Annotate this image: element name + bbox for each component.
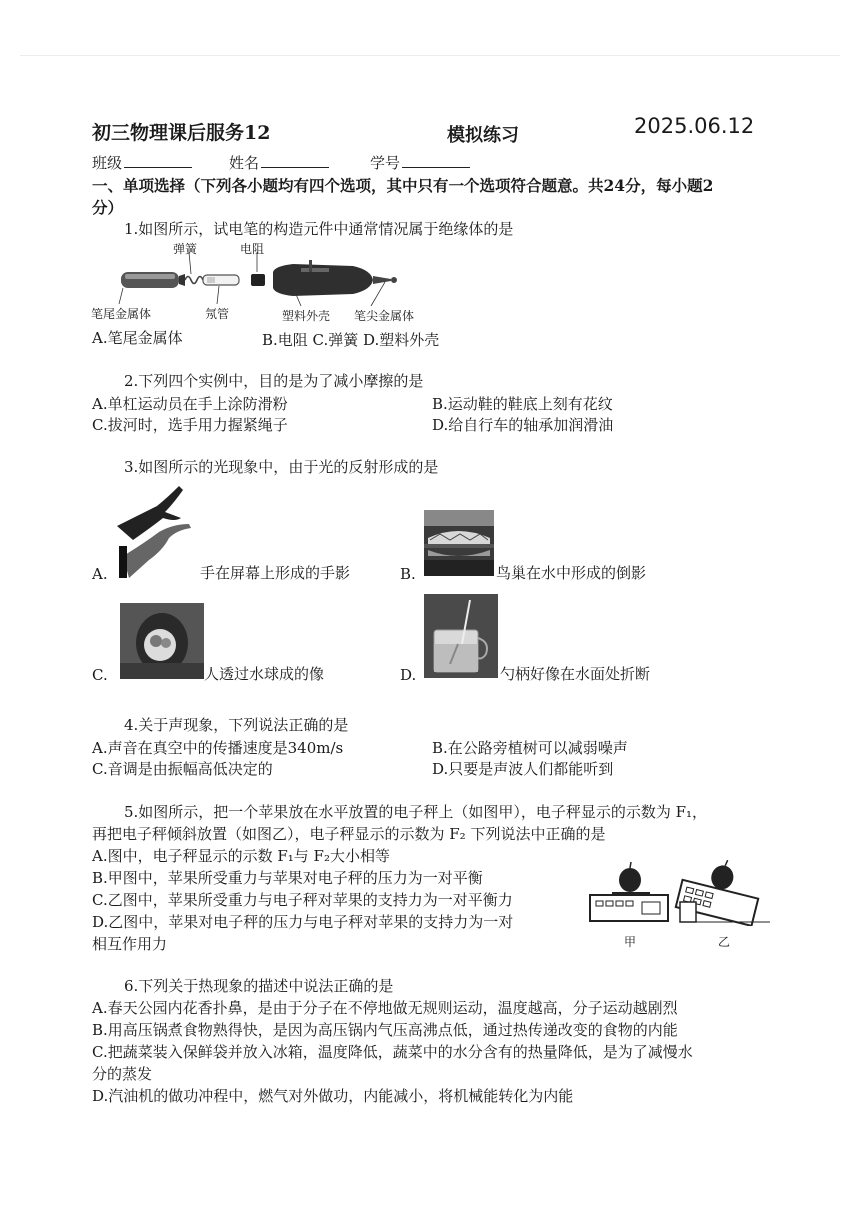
apple-scale-diagram (584, 850, 774, 926)
water-ball-image (120, 603, 204, 679)
sheet-title: 初三物理课后服务12 (92, 122, 271, 144)
q2-option-d[interactable]: D.给自行车的轴承加润滑油 (432, 416, 614, 434)
q3-option-b-text[interactable]: 鸟巢在水中形成的倒影 (496, 564, 647, 582)
q4-stem: 4.关于声现象，下列说法正确的是 (124, 716, 349, 734)
name-field[interactable] (229, 152, 329, 174)
q5-option-a[interactable]: A.图中，电子秤显示的示数 F₁与 F₂大小相等 (92, 847, 390, 865)
label-spring: 弹簧 (173, 242, 198, 256)
label-neon: 氖管 (205, 307, 230, 321)
q5-stem: 5.如图所示，把一个苹果放在水平放置的电子秤上（如图甲），电子秤显示的示数为 F₁， (124, 803, 708, 821)
spring-part (185, 277, 203, 284)
q2-option-a[interactable]: A.单杠运动员在手上涂防滑粉 (92, 395, 288, 413)
q5-option-d-cont[interactable]: 相互作用力 (92, 935, 168, 953)
spoon-in-glass-image (424, 594, 498, 678)
class-label: 班级 (92, 154, 123, 172)
q4-option-a[interactable]: A.声音在真空中的传播速度是340m/s (92, 739, 344, 757)
q6-option-a[interactable]: A.春天公园内花香扑鼻，是由于分子在不停地做无规则运动，温度越高，分子运动越剧烈 (92, 999, 678, 1017)
q4-option-d[interactable]: D.只要是声波人们都能听到 (432, 760, 614, 778)
q6-option-c[interactable]: C.把蔬菜装入保鲜袋并放入冰箱，温度降低，蔬菜中的水分含有的热量降低，是为了减慢水 (92, 1043, 693, 1061)
label-resistor: 电阻 (240, 242, 265, 256)
name-label: 姓名 (229, 154, 260, 172)
top-divider (20, 55, 840, 56)
hand-shadow-image (115, 486, 197, 578)
q5-stem-cont: 再把电子秤倾斜放置（如图乙），电子秤显示的示数为 F₂ 下列说法中正确的是 (92, 825, 606, 843)
tip-metal-part (373, 276, 397, 284)
q1-option-a[interactable]: A.笔尾金属体 (92, 329, 183, 347)
id-field[interactable] (370, 152, 470, 174)
plastic-shell-part (273, 260, 373, 296)
q5-option-c[interactable]: C.乙图中，苹果所受重力与电子秤对苹果的支持力为一对平衡力 (92, 891, 513, 909)
scale-flat (590, 862, 668, 921)
resistor-part (251, 274, 265, 286)
section-heading: 一、单项选择（下列各小题均有四个选项，其中只有一个选项符合题意。共24分，每小题2 (92, 176, 714, 195)
q1-options-bcd[interactable]: B.电阻 C.弹簧 D.塑料外壳 (262, 331, 440, 349)
q3-option-a-text[interactable]: 手在屏幕上形成的手影 (200, 564, 351, 582)
fig-label-yi: 乙 (718, 935, 731, 949)
q1-stem: 1.如图所示，试电笔的构造元件中通常情况属于绝缘体的是 (124, 220, 514, 238)
neon-tube-part (203, 275, 239, 285)
label-tail-metal: 笔尾金属体 (91, 307, 152, 321)
tail-metal-part (121, 272, 185, 288)
class-field[interactable] (92, 152, 192, 174)
q3-option-b-letter[interactable]: B. (400, 565, 416, 583)
q3-option-d-letter[interactable]: D. (400, 666, 417, 684)
sheet-subtitle: 模拟练习 (447, 125, 519, 146)
q3-option-a-letter[interactable]: A. (92, 565, 108, 583)
label-tip-metal: 笔尖金属体 (354, 309, 415, 323)
q2-stem: 2.下列四个实例中，目的是为了减小摩擦的是 (124, 372, 424, 390)
q3-option-c-text[interactable]: 人透过水球成的像 (204, 665, 325, 683)
q3-stem: 3.如图所示的光现象中，由于光的反射形成的是 (124, 458, 439, 476)
q2-option-c[interactable]: C.拔河时，选手用力握紧绳子 (92, 416, 288, 434)
q6-option-c-cont[interactable]: 分的蒸发 (92, 1065, 153, 1083)
q2-option-b[interactable]: B.运动鞋的鞋底上刻有花纹 (432, 395, 613, 413)
birds-nest-reflection-image (424, 510, 494, 576)
fig-label-jia: 甲 (624, 935, 637, 949)
q6-option-d[interactable]: D.汽油机的做功冲程中，燃气对外做功，内能减小，将机械能转化为内能 (92, 1087, 574, 1105)
sheet-date: 2025.06.12 (634, 114, 755, 138)
q3-option-d-text[interactable]: 勺柄好像在水面处折断 (500, 665, 651, 683)
label-shell: 塑料外壳 (282, 309, 331, 323)
q6-option-b[interactable]: B.用高压锅煮食物熟得快，是因为高压锅内气压高沸点低，通过热传递改变的食物的内能 (92, 1021, 678, 1039)
q4-option-c[interactable]: C.音调是由振幅高低决定的 (92, 760, 273, 778)
section-heading-cont: 分） (92, 198, 124, 217)
q5-option-b[interactable]: B.甲图中，苹果所受重力与苹果对电子秤的压力为一对平衡 (92, 869, 483, 887)
q3-option-c-letter[interactable]: C. (92, 666, 108, 684)
q6-stem: 6.下列关于热现象的描述中说法正确的是 (124, 977, 394, 995)
q5-option-d[interactable]: D.乙图中，苹果对电子秤的压力与电子秤对苹果的支持力为一对 (92, 913, 514, 931)
id-label: 学号 (370, 154, 401, 172)
q4-option-b[interactable]: B.在公路旁植树可以减弱噪声 (432, 739, 628, 757)
